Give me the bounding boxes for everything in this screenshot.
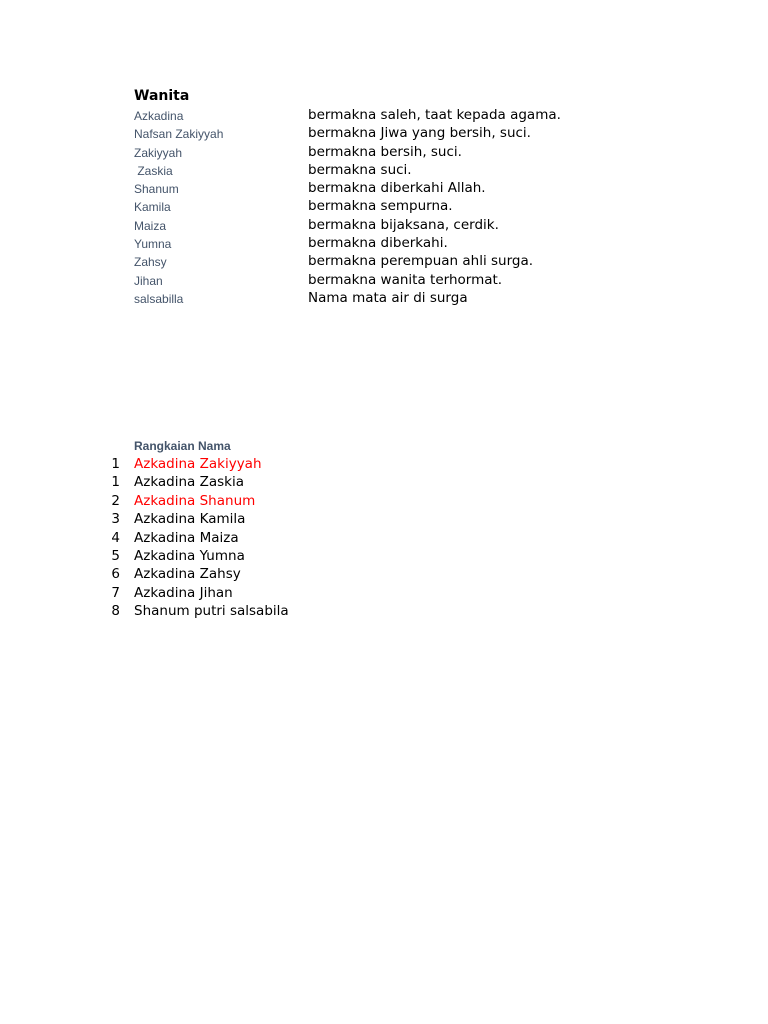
combination-row: [0, 547, 768, 565]
combination-name: Azkadina Zahsy: [134, 566, 241, 583]
combination-number: 8: [111, 603, 120, 620]
combination-number: 7: [111, 584, 120, 601]
meaning-cell: bermakna diberkahi.: [308, 235, 448, 252]
meaning-cell: bermakna suci.: [308, 161, 412, 178]
meaning-cell: bermakna sempurna.: [308, 198, 453, 215]
meaning-cell: bermakna wanita terhormat.: [308, 271, 503, 288]
combination-row: [0, 492, 768, 510]
meaning-row: [0, 197, 768, 215]
name-cell: Nafsan Zakiyyah: [134, 127, 224, 142]
meaning-cell: bermakna bersih, suci.: [308, 143, 462, 160]
name-cell: Kamila: [134, 200, 171, 215]
name-cell: Jihan: [134, 273, 163, 288]
combination-row: [0, 473, 768, 491]
combination-list: [0, 455, 768, 621]
combination-number: 5: [111, 547, 120, 564]
name-cell: Maiza: [134, 218, 167, 233]
meaning-row: [0, 143, 768, 161]
combination-row: [0, 455, 768, 473]
combination-number: 1: [111, 474, 120, 491]
combination-name: Azkadina Maiza: [134, 529, 239, 546]
meaning-cell: bermakna diberkahi Allah.: [308, 180, 486, 197]
combination-row: [0, 602, 768, 620]
section-title: Wanita: [134, 88, 190, 104]
meaning-row: [0, 252, 768, 270]
meaning-cell: bermakna Jiwa yang bersih, suci.: [308, 125, 531, 142]
meaning-cell: bermakna saleh, taat kepada agama.: [308, 107, 561, 123]
combination-number: 1: [111, 456, 120, 472]
combination-number: 3: [111, 511, 120, 528]
name-cell: Shanum: [134, 182, 179, 197]
meaning-cell: bermakna bijaksana, cerdik.: [308, 216, 499, 233]
combination-row: [0, 584, 768, 602]
meaning-cell: Nama mata air di surga: [308, 289, 468, 306]
meaning-row: [0, 271, 768, 289]
combination-name: Azkadina Shanum: [134, 492, 256, 509]
meaning-row: [0, 179, 768, 197]
combination-row: [0, 529, 768, 547]
name-cell: Zaskia: [134, 163, 173, 178]
combination-number: 4: [111, 529, 120, 546]
meaning-row: [0, 124, 768, 142]
meaning-row: [0, 216, 768, 234]
combination-row: [0, 510, 768, 528]
combination-name: Azkadina Yumna: [134, 547, 245, 564]
meaning-row: [0, 289, 768, 307]
meaning-row: [0, 161, 768, 179]
combination-name: Azkadina Jihan: [134, 584, 233, 601]
combination-name: Shanum putri salsabila: [134, 603, 289, 620]
combination-row: [0, 565, 768, 583]
combination-name: Azkadina Zakiyyah: [134, 456, 262, 472]
combination-number: 6: [111, 566, 120, 583]
name-cell: Azkadina: [134, 109, 184, 123]
name-cell: salsabilla: [134, 291, 184, 306]
meaning-cell: bermakna perempuan ahli surga.: [308, 253, 534, 270]
combination-name: Azkadina Kamila: [134, 511, 246, 528]
name-cell: Zahsy: [134, 255, 167, 270]
name-cell: Zakiyyah: [134, 145, 183, 160]
combinations-title: Rangkaian Nama: [134, 439, 231, 453]
name-cell: Yumna: [134, 237, 172, 252]
combination-name: Azkadina Zaskia: [134, 474, 245, 491]
meaning-row: [0, 234, 768, 252]
meaning-row: [0, 106, 768, 124]
combination-number: 2: [111, 492, 120, 509]
meaning-table: [0, 106, 768, 307]
